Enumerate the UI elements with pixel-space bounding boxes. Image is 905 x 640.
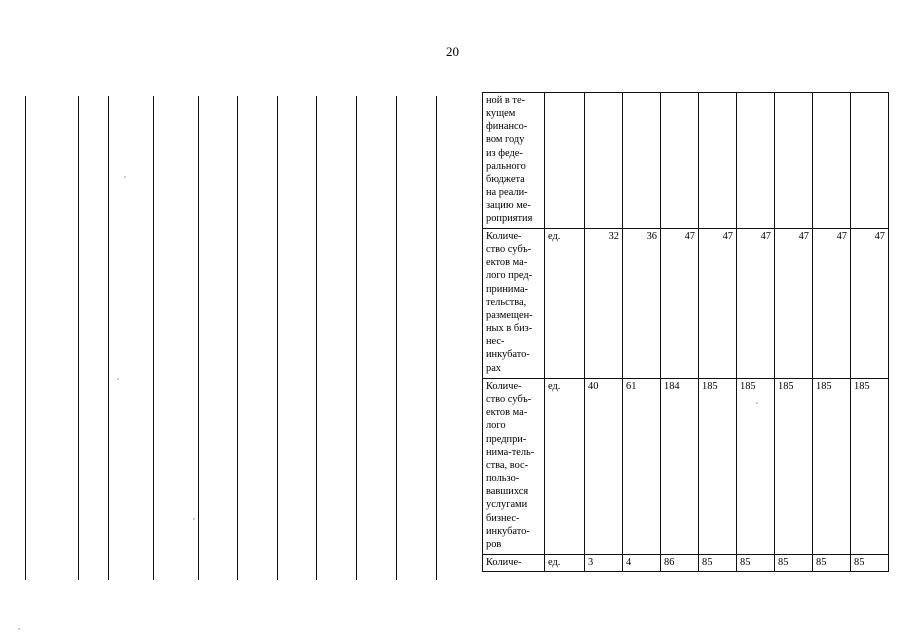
rule-line [316,96,317,580]
rule-line [153,96,154,580]
label-line: финансо- [486,121,528,133]
scan-speck [124,176,126,178]
value-cell: 47 [661,229,699,379]
rule-line [198,96,199,580]
label-line: нес- [486,336,505,348]
label-line: ектов ма- [486,407,528,419]
value-cell: 86 [661,555,699,572]
row-label [483,93,545,229]
value-cell: 85 [737,555,775,572]
rule-line [108,96,109,580]
label-line: ной в те- [486,95,526,106]
unit-cell [545,93,585,229]
label-line: рах [486,362,502,374]
rule-line [436,96,437,580]
value-cell [813,93,851,229]
label-line: предпри- [486,433,527,445]
value-cell: 85 [775,555,813,572]
row-label [483,229,545,379]
rule-line [78,96,79,580]
unit-cell: ед. [545,229,585,379]
label-line: роприятия [486,213,533,225]
label-line: Количе- [486,381,522,392]
label-line: Количе- [486,557,522,568]
rule-line [25,96,26,580]
value-cell [699,93,737,229]
scan-speck [18,628,20,630]
value-cell: 47 [851,229,889,379]
value-cell: 185 [737,379,775,555]
value-cell [661,93,699,229]
label-line: инкубато- [486,349,530,361]
value-cell: 3 [585,555,623,572]
label-line: вавшихся [486,486,529,498]
rule-line [356,96,357,580]
label-line: на реали- [486,187,528,199]
value-cell: 185 [851,379,889,555]
row-label [483,379,545,555]
value-cell: 47 [813,229,851,379]
scan-speck [193,518,195,520]
label-line: ектов ма- [486,257,528,269]
label-line: ство субъ- [486,394,532,406]
value-cell: 185 [813,379,851,555]
value-cell [851,93,889,229]
table-row [483,229,889,379]
unit-cell: ед. [545,555,585,572]
rule-line [396,96,397,580]
label-line: лого [486,420,506,432]
value-cell: 32 [585,229,623,379]
table-row [483,555,889,572]
indicators-table [482,92,889,572]
value-cell: 85 [813,555,851,572]
value-cell: 40 [585,379,623,555]
label-line: ров [486,538,502,550]
rule-line [237,96,238,580]
rule-line [277,96,278,580]
label-line: тельства, [486,296,527,308]
value-cell: 47 [775,229,813,379]
value-cell: 85 [851,555,889,572]
table-row [483,379,889,555]
unit-cell: ед. [545,379,585,555]
table-row [483,93,889,229]
value-cell: 185 [699,379,737,555]
value-cell [775,93,813,229]
value-cell: 61 [623,379,661,555]
label-line: нима-тель- [486,446,535,458]
value-cell: 185 [775,379,813,555]
label-line: Количе- [486,231,522,242]
label-line: вом году [486,134,525,146]
value-cell: 184 [661,379,699,555]
value-cell: 36 [623,229,661,379]
label-line: рального [486,160,526,172]
label-line: лого пред- [486,270,533,282]
label-line: ства, вос- [486,459,529,471]
value-cell: 85 [699,555,737,572]
label-line: размещен- [486,309,533,321]
value-cell [737,93,775,229]
value-cell: 47 [699,229,737,379]
label-line: инкубато- [486,525,530,537]
label-line: бизнес- [486,512,520,524]
label-line: из феде- [486,147,523,159]
label-line: услугами [486,499,528,511]
label-line: зацию ме- [486,200,531,212]
value-cell [585,93,623,229]
row-label [483,555,545,572]
value-cell: 4 [623,555,661,572]
scan-speck [117,378,119,380]
label-line: ство субъ- [486,244,532,256]
page-number: 20 [446,44,459,59]
label-line: бюджета [486,173,525,185]
label-line: кущем [486,108,516,120]
value-cell [623,93,661,229]
label-line: ных в биз- [486,323,533,335]
value-cell: 47 [737,229,775,379]
label-line: пользо- [486,473,520,485]
label-line: принима- [486,283,529,295]
